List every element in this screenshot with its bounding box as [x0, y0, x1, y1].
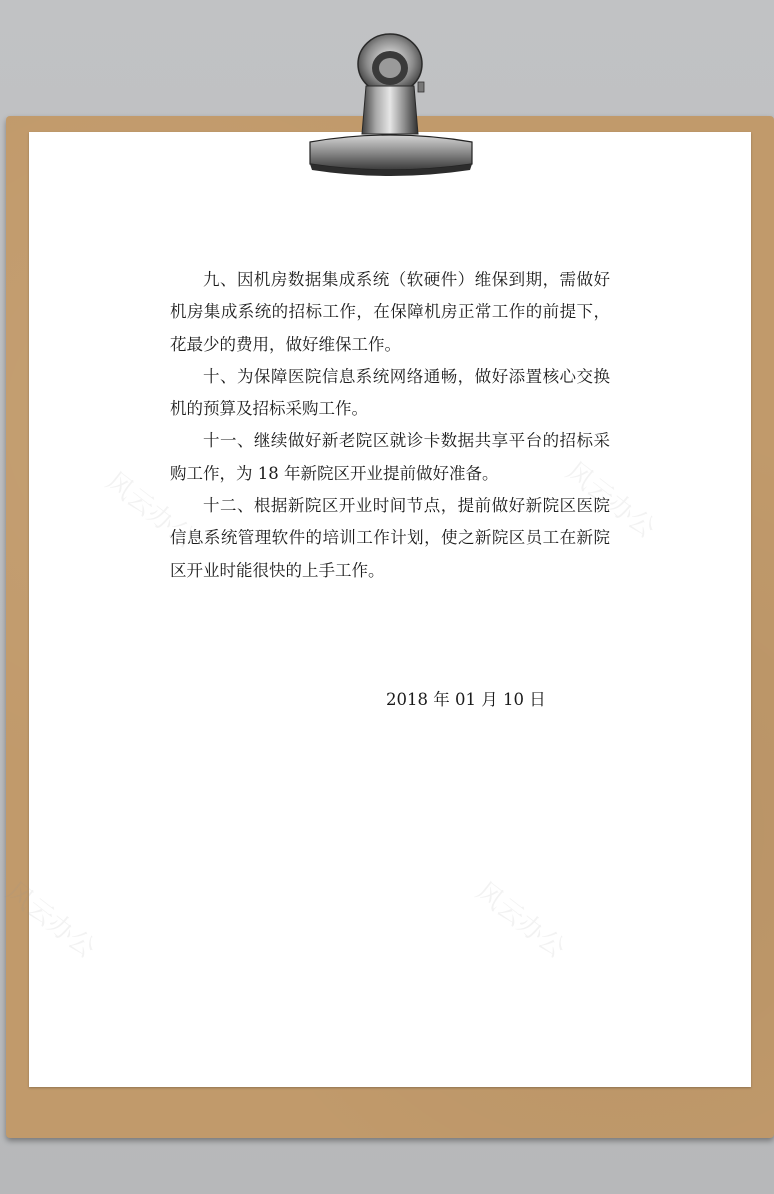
paragraph: 十一、继续做好新老院区就诊卡数据共享平台的招标采购工作，为 18 年新院区开业提前做好准备。: [170, 431, 610, 483]
document-date: 2018 年 01 月 10 日: [386, 690, 546, 709]
binder-clip-icon: [300, 24, 480, 184]
document-body: [170, 264, 610, 587]
paragraph: 九、因机房数据集成系统（软硬件）维保到期，需做好机房集成系统的招标工作，在保障机房正常工作的前提下，花最少的费用，做好维保工作。: [170, 270, 610, 354]
paragraph: 十二、根据新院区开业时间节点，提前做好新院区医院信息系统管理软件的培训工作计划，使之新院区员工在新院区开业时能很快的上手工作。: [170, 496, 610, 580]
paragraph: 十、为保障医院信息系统网络通畅，做好添置核心交换机的预算及招标采购工作。: [170, 366, 610, 419]
